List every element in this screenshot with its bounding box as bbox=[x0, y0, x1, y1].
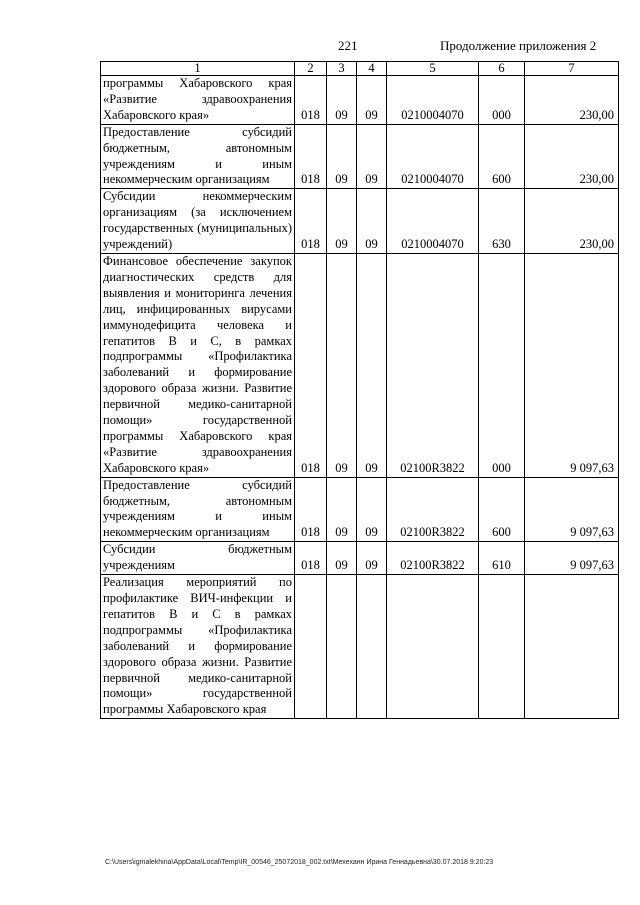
expense-type-code: 610 bbox=[479, 542, 525, 575]
table-row bbox=[101, 124, 619, 189]
amount: 9 097,63 bbox=[525, 477, 619, 542]
table-row bbox=[101, 76, 619, 125]
column-header: 3 bbox=[327, 62, 357, 76]
subsection-code: 09 bbox=[357, 542, 387, 575]
amount: 230,00 bbox=[525, 189, 619, 254]
expense-type-code: 630 bbox=[479, 189, 525, 254]
target-code: 0210004070 bbox=[387, 124, 479, 189]
appendix-label: Продолжение приложения 2 bbox=[440, 38, 597, 53]
subsection-code: 09 bbox=[357, 253, 387, 477]
expense-type-code bbox=[479, 575, 525, 719]
ministry-code: 018 bbox=[295, 124, 327, 189]
amount: 230,00 bbox=[525, 76, 619, 125]
amount: 9 097,63 bbox=[525, 542, 619, 575]
table-row bbox=[101, 253, 619, 477]
ministry-code: 018 bbox=[295, 542, 327, 575]
row-name: программы Хабаровского края «Развитие здравоохранения Хабаровского края» bbox=[101, 76, 295, 125]
file-path-footer: C:\Users\igmalekhina\AppData\Local\Temp\IR_00546_25072018_002.txt\Мехеханн Ирина Геннадьевна\30.07.2018 9:20:23 bbox=[105, 859, 494, 866]
column-header: 5 bbox=[387, 62, 479, 76]
row-name: Субсидии бюджетным учреждениям bbox=[101, 542, 295, 575]
ministry-code bbox=[295, 575, 327, 719]
amount: 230,00 bbox=[525, 124, 619, 189]
section-code: 09 bbox=[327, 253, 357, 477]
subsection-code: 09 bbox=[357, 477, 387, 542]
expense-type-code: 600 bbox=[479, 124, 525, 189]
column-header: 4 bbox=[357, 62, 387, 76]
table-row bbox=[101, 542, 619, 575]
row-name: Предоставление субсидий бюджетным, автономным учреждениям и иным некоммерческим организациям bbox=[101, 477, 295, 542]
subsection-code: 09 bbox=[357, 124, 387, 189]
page-number: 221 bbox=[338, 38, 358, 53]
amount bbox=[525, 575, 619, 719]
column-header: 1 bbox=[101, 62, 295, 76]
ministry-code: 018 bbox=[295, 253, 327, 477]
target-code: 02100R3822 bbox=[387, 253, 479, 477]
row-name: Финансовое обеспечение закупок диагностических средств для выявления и мониторинга лечения лиц, инфицированных вирусами иммунодефицита человека и гепатитов В и С, в рамках подпрограммы «Профилактика заболеваний и формирование здорового образа жизни. Развитие первичной медико-санитарной помощи» государственной программы Хабаровского края «Развитие здравоохранения Хабаровского края» bbox=[101, 253, 295, 477]
ministry-code: 018 bbox=[295, 477, 327, 542]
column-header: 2 bbox=[295, 62, 327, 76]
expense-type-code: 600 bbox=[479, 477, 525, 542]
subsection-code: 09 bbox=[357, 76, 387, 125]
row-name: Реализация мероприятий по профилактике ВИЧ-инфекции и гепатитов В и С в рамках подпрограммы «Профилактика заболеваний и формирование здорового образа жизни. Развитие первичной медико-санитарной помощи» государственной программы Хабаровского края bbox=[101, 575, 295, 719]
ministry-code: 018 bbox=[295, 189, 327, 254]
subsection-code: 09 bbox=[357, 189, 387, 254]
section-code: 09 bbox=[327, 76, 357, 125]
section-code: 09 bbox=[327, 542, 357, 575]
column-header: 6 bbox=[479, 62, 525, 76]
budget-table bbox=[100, 61, 619, 719]
target-code: 02100R3822 bbox=[387, 542, 479, 575]
target-code: 0210004070 bbox=[387, 76, 479, 125]
row-name: Предоставление субсидий бюджетным, автономным учреждениям и иным некоммерческим организациям bbox=[101, 124, 295, 189]
expense-type-code: 000 bbox=[479, 76, 525, 125]
table-row bbox=[101, 575, 619, 719]
subsection-code bbox=[357, 575, 387, 719]
target-code: 0210004070 bbox=[387, 189, 479, 254]
table-header-row bbox=[101, 62, 619, 76]
section-code bbox=[327, 575, 357, 719]
target-code: 02100R3822 bbox=[387, 477, 479, 542]
column-header: 7 bbox=[525, 62, 619, 76]
amount: 9 097,63 bbox=[525, 253, 619, 477]
table-row bbox=[101, 477, 619, 542]
ministry-code: 018 bbox=[295, 76, 327, 125]
section-code: 09 bbox=[327, 477, 357, 542]
target-code bbox=[387, 575, 479, 719]
row-name: Субсидии некоммерческим организациям (за исключением государственных (муниципальных) учреждений) bbox=[101, 189, 295, 254]
section-code: 09 bbox=[327, 124, 357, 189]
section-code: 09 bbox=[327, 189, 357, 254]
table-row bbox=[101, 189, 619, 254]
expense-type-code: 000 bbox=[479, 253, 525, 477]
